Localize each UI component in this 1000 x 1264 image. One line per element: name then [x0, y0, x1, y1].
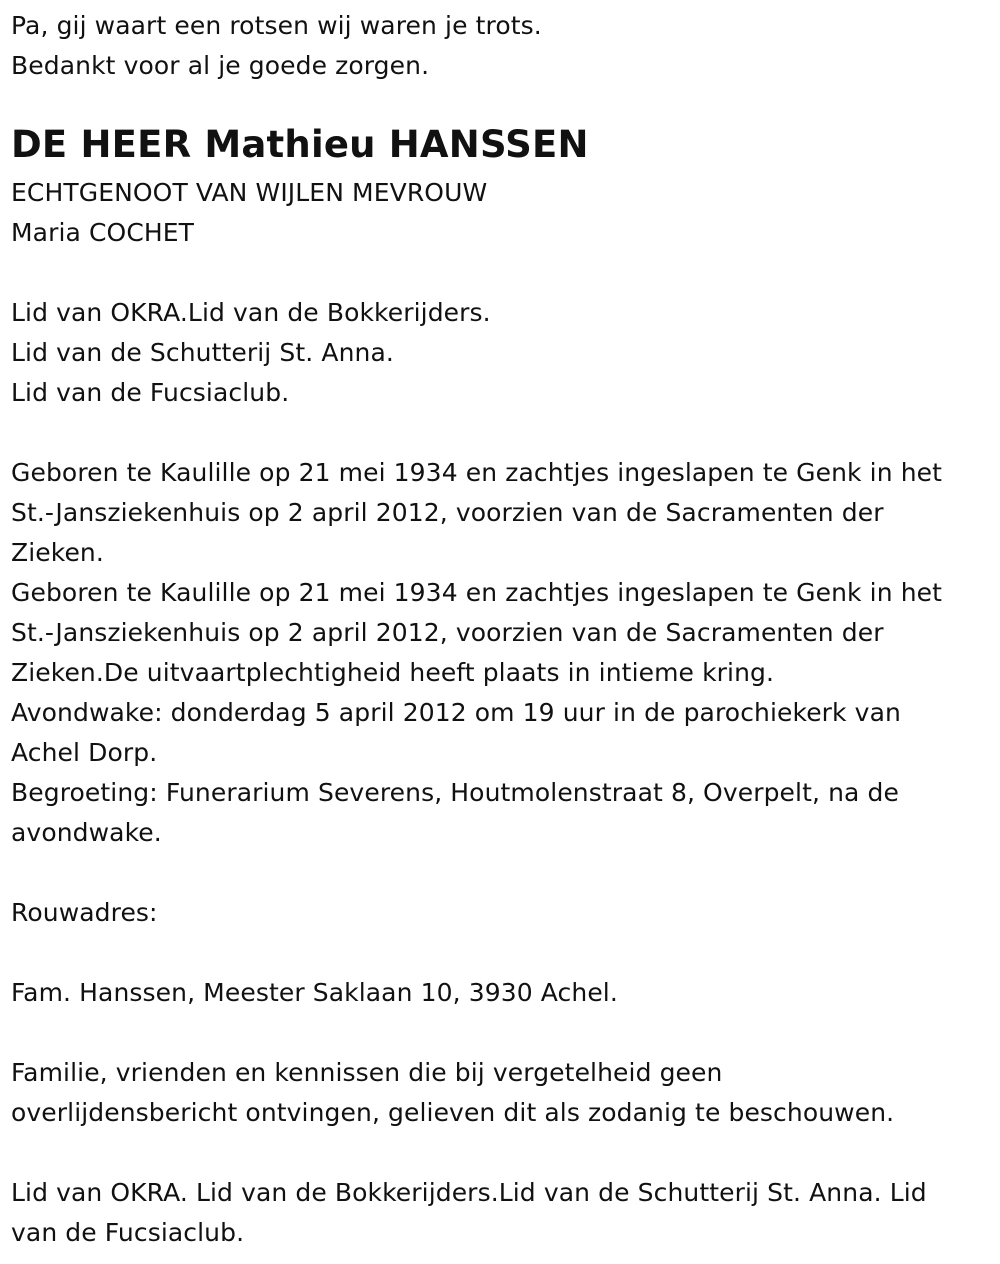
- notice-line: overlijdensbericht ontvingen, gelieven dit als zodanig te beschouwen.: [11, 1098, 895, 1127]
- spacer: [11, 253, 986, 293]
- birth-death-line: St.-Jansziekenhuis op 2 april 2012, voorzien van de Sacramenten der: [11, 618, 884, 647]
- birth-death-line: Geboren te Kaulille op 21 mei 1934 en zachtjes ingeslapen te Genk in het: [11, 458, 943, 487]
- closing-membership-line: Lid van OKRA. Lid van de Bokkerijders.Lid van de Schutterij St. Anna. Lid: [11, 1178, 927, 1207]
- membership-line: Lid van de Fucsiaclub.: [11, 378, 290, 407]
- spacer: [11, 933, 986, 973]
- intro-section: [11, 6, 986, 86]
- birth-death-line: St.-Jansziekenhuis op 2 april 2012, voorzien van de Sacramenten der: [11, 498, 884, 527]
- memberships-section: [11, 293, 986, 413]
- greeting-line: Begroeting: Funerarium Severens, Houtmolenstraat 8, Overpelt, na de: [11, 778, 899, 807]
- address-value: Fam. Hanssen, Meester Saklaan 10, 3930 Achel.: [11, 978, 618, 1007]
- address-label: Rouwadres:: [11, 898, 158, 927]
- membership-line: Lid van OKRA.Lid van de Bokkerijders.: [11, 298, 491, 327]
- intro-line: Bedankt voor al je goede zorgen.: [11, 51, 430, 80]
- spacer: [11, 1133, 986, 1173]
- greeting-section: [11, 773, 986, 853]
- spacer: [11, 413, 986, 453]
- wake-section: [11, 693, 986, 773]
- wake-line: Achel Dorp.: [11, 738, 158, 767]
- spouse-name: Maria COCHET: [11, 218, 195, 247]
- obituary-document: [11, 6, 986, 1253]
- birth-death-section: [11, 453, 986, 693]
- spouse-line: ECHTGENOOT VAN WIJLEN MEVROUW: [11, 178, 488, 207]
- spacer: [11, 1013, 986, 1053]
- intro-line: Pa, gij waart een rotsen wij waren je trots.: [11, 11, 542, 40]
- spacer: [11, 853, 986, 893]
- wake-line: Avondwake: donderdag 5 april 2012 om 19 uur in de parochiekerk van: [11, 698, 901, 727]
- notice-section: [11, 1053, 986, 1133]
- birth-death-line: Geboren te Kaulille op 21 mei 1934 en zachtjes ingeslapen te Genk in het: [11, 578, 943, 607]
- closing-memberships-section: [11, 1173, 986, 1253]
- membership-line: Lid van de Schutterij St. Anna.: [11, 338, 394, 367]
- birth-death-line: Zieken.: [11, 538, 104, 567]
- birth-death-line: Zieken.De uitvaartplechtigheid heeft plaats in intieme kring.: [11, 658, 775, 687]
- closing-membership-line: van de Fucsiaclub.: [11, 1218, 245, 1247]
- deceased-name: DE HEER Mathieu HANSSEN: [11, 123, 589, 166]
- greeting-line: avondwake.: [11, 818, 162, 847]
- notice-line: Familie, vrienden en kennissen die bij vergetelheid geen: [11, 1058, 723, 1087]
- spouse-section: [11, 173, 986, 253]
